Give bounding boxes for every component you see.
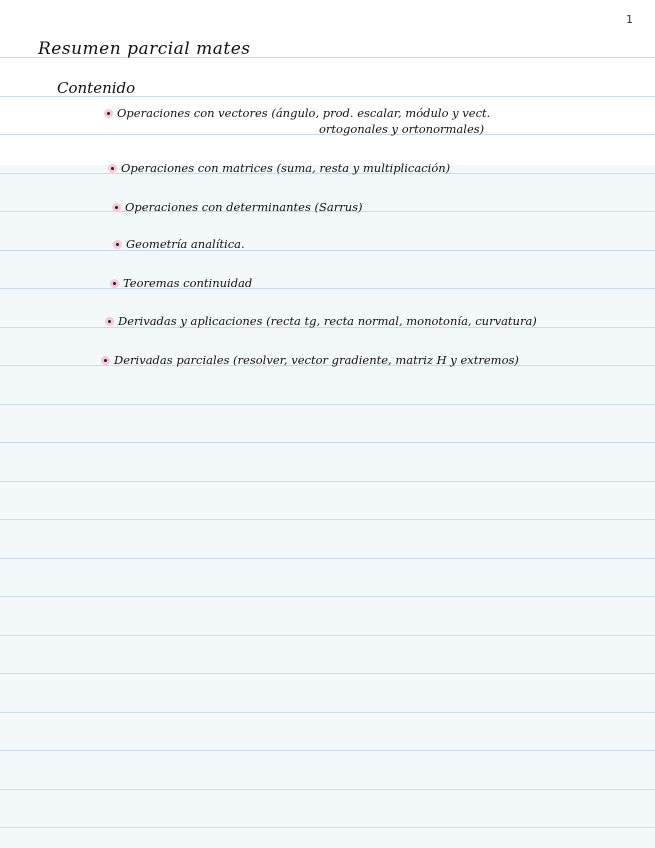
- bullet-icon: [112, 203, 121, 212]
- list-item-derivatives: [118, 314, 537, 328]
- list-item-text: Operaciones con vectores (ángulo, prod. escalar, módulo y vect.: [117, 106, 491, 120]
- list-item-continuity: [123, 276, 252, 290]
- page-number: 1: [626, 13, 633, 26]
- list-item-determinants: [125, 200, 363, 214]
- section-heading: Contenido: [57, 79, 136, 97]
- page-title: Resumen parcial mates: [38, 39, 251, 59]
- list-item-text: Derivadas parciales (resolver, vector gradiente, matriz H y extremos): [114, 353, 519, 367]
- bullet-icon: [113, 240, 122, 249]
- list-item-text: Operaciones con matrices (suma, resta y multiplicación): [121, 161, 451, 175]
- list-item-text: Teoremas continuidad: [123, 276, 253, 290]
- list-item-partial-derivatives: [114, 353, 519, 367]
- list-item-vectors: [117, 106, 490, 120]
- list-item-text: Operaciones con determinantes (Sarrus): [125, 200, 363, 214]
- bullet-icon: [110, 279, 119, 288]
- list-item-text: Geometría analítica.: [126, 237, 245, 251]
- bullet-icon: [105, 317, 114, 326]
- bullet-icon: [108, 164, 117, 173]
- list-item-geometry: [126, 237, 245, 251]
- bullet-icon: [101, 356, 110, 365]
- list-item-matrices: [121, 161, 450, 175]
- list-item-continuation: ortogonales y ortonormales): [319, 122, 485, 136]
- bullet-icon: [104, 109, 113, 118]
- list-item-text: Derivadas y aplicaciones (recta tg, recta normal, monotonía, curvatura): [118, 314, 537, 328]
